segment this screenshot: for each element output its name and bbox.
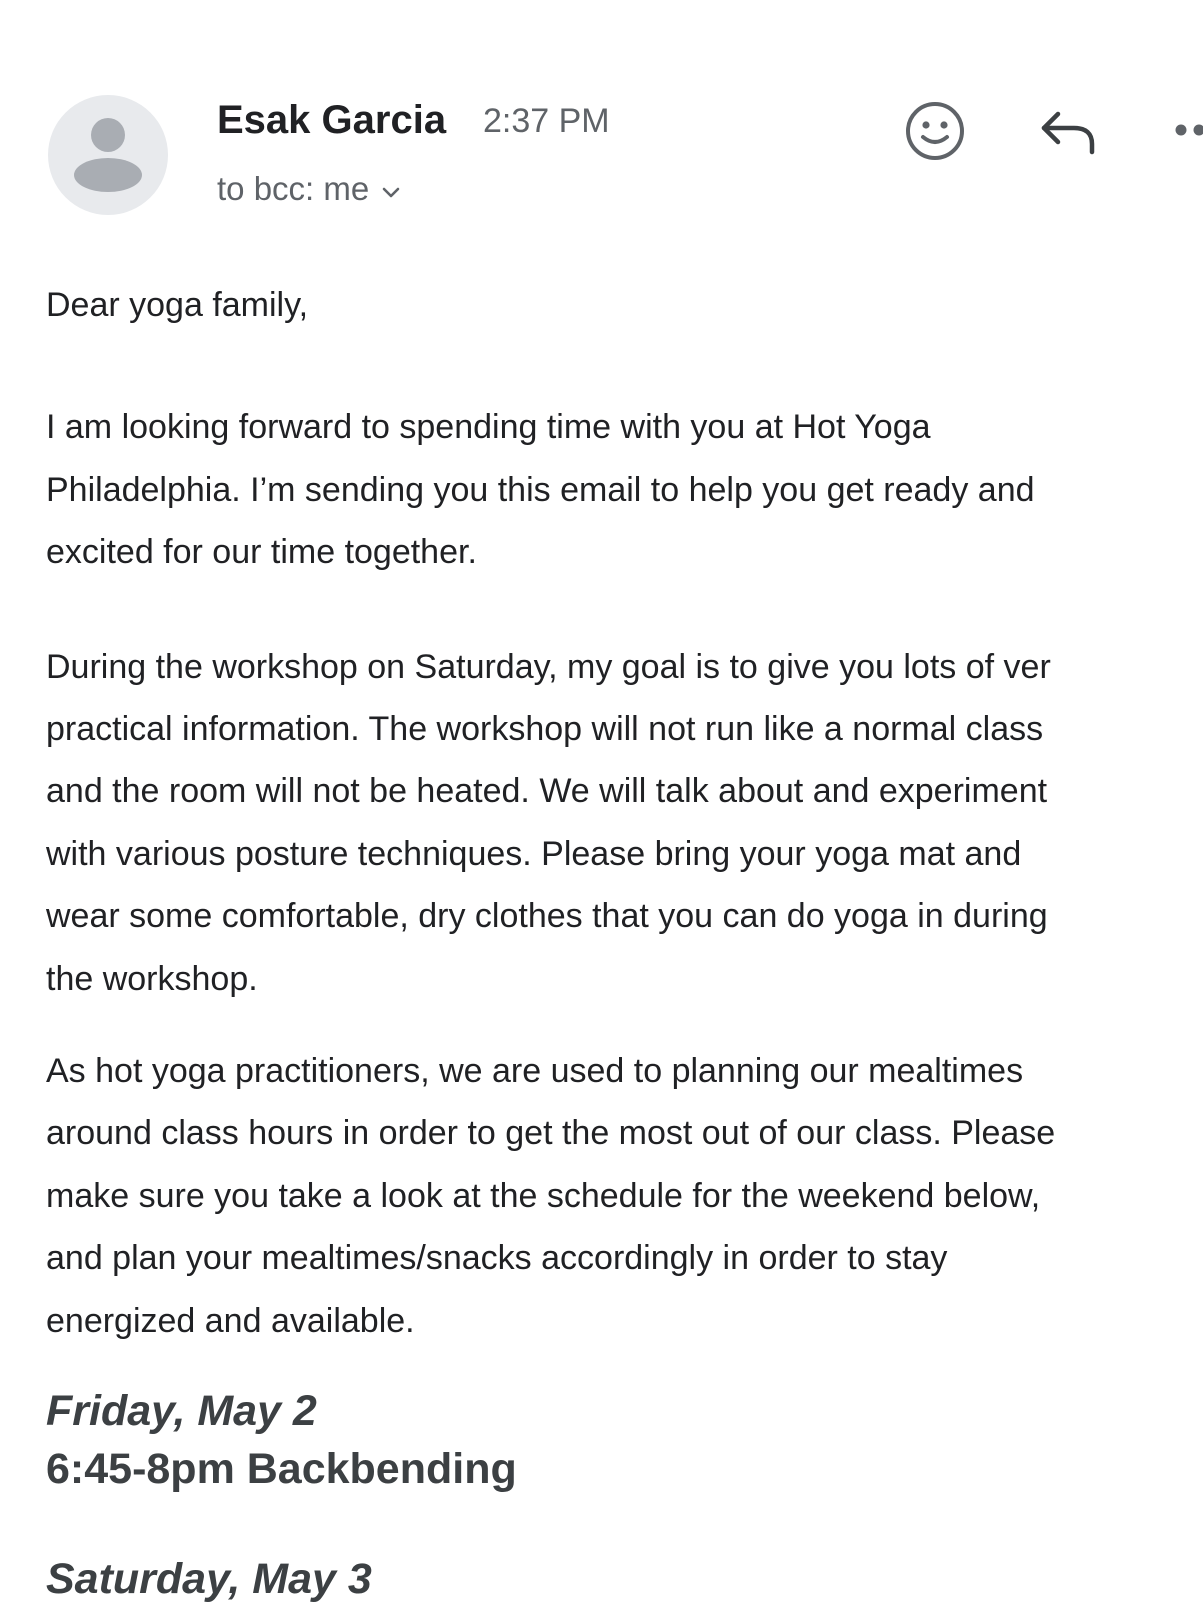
paragraph-line: excited for our time together. [46, 521, 1203, 583]
paragraph-mealtimes [46, 1040, 1203, 1352]
emoji-reaction-icon [903, 99, 967, 163]
paragraph-line: with various posture techniques. Please bring your yoga mat and [46, 823, 1203, 885]
paragraph-line: energized and available. [46, 1290, 1203, 1352]
paragraph-line: wear some comfortable, dry clothes that you can do yoga in during [46, 885, 1203, 947]
sent-time: 2:37 PM [483, 102, 610, 141]
greeting: Dear yoga family, [46, 274, 1203, 336]
paragraph-line: around class hours in order to get the most out of our class. Please [46, 1102, 1203, 1164]
recipients-toggle[interactable] [217, 170, 401, 208]
message-header [0, 0, 1203, 240]
paragraph-line: practical information. The workshop will not run like a normal class [46, 698, 1203, 760]
paragraph-line: Philadelphia. I’m sending you this email to help you get ready and [46, 459, 1203, 521]
person-icon [48, 95, 168, 215]
paragraph-line: During the workshop on Saturday, my goal is to give you lots of ver [46, 636, 1203, 698]
schedule-day-heading: Friday, May 2 [46, 1382, 1203, 1440]
paragraph-line: and the room will not be heated. We will talk about and experiment [46, 760, 1203, 822]
paragraph-intro [46, 396, 1203, 583]
schedule [46, 1382, 1203, 1608]
paragraph-line: As hot yoga practitioners, we are used to planning our mealtimes [46, 1040, 1203, 1102]
recipients-label: to bcc: me [217, 170, 369, 208]
message-body [46, 274, 1203, 1564]
more-options-icon [1172, 118, 1203, 142]
paragraph-workshop [46, 636, 1203, 1010]
reply-icon [1036, 106, 1100, 158]
more-options-button[interactable] [1172, 118, 1203, 147]
reply-button[interactable] [1036, 106, 1100, 163]
sender-avatar[interactable] [48, 95, 168, 215]
emoji-reaction-button[interactable] [903, 99, 967, 168]
schedule-item: 6:45-8pm Backbending [46, 1440, 1203, 1498]
paragraph-line: make sure you take a look at the schedule for the weekend below, [46, 1165, 1203, 1227]
paragraph-line: the workshop. [46, 948, 1203, 1010]
sender-name[interactable]: Esak Garcia [217, 98, 446, 143]
paragraph-line: I am looking forward to spending time with you at Hot Yoga [46, 396, 1203, 458]
paragraph-line: and plan your mealtimes/snacks accordingly in order to stay [46, 1227, 1203, 1289]
schedule-day-heading: Saturday, May 3 [46, 1550, 1203, 1608]
chevron-down-icon [381, 170, 401, 208]
